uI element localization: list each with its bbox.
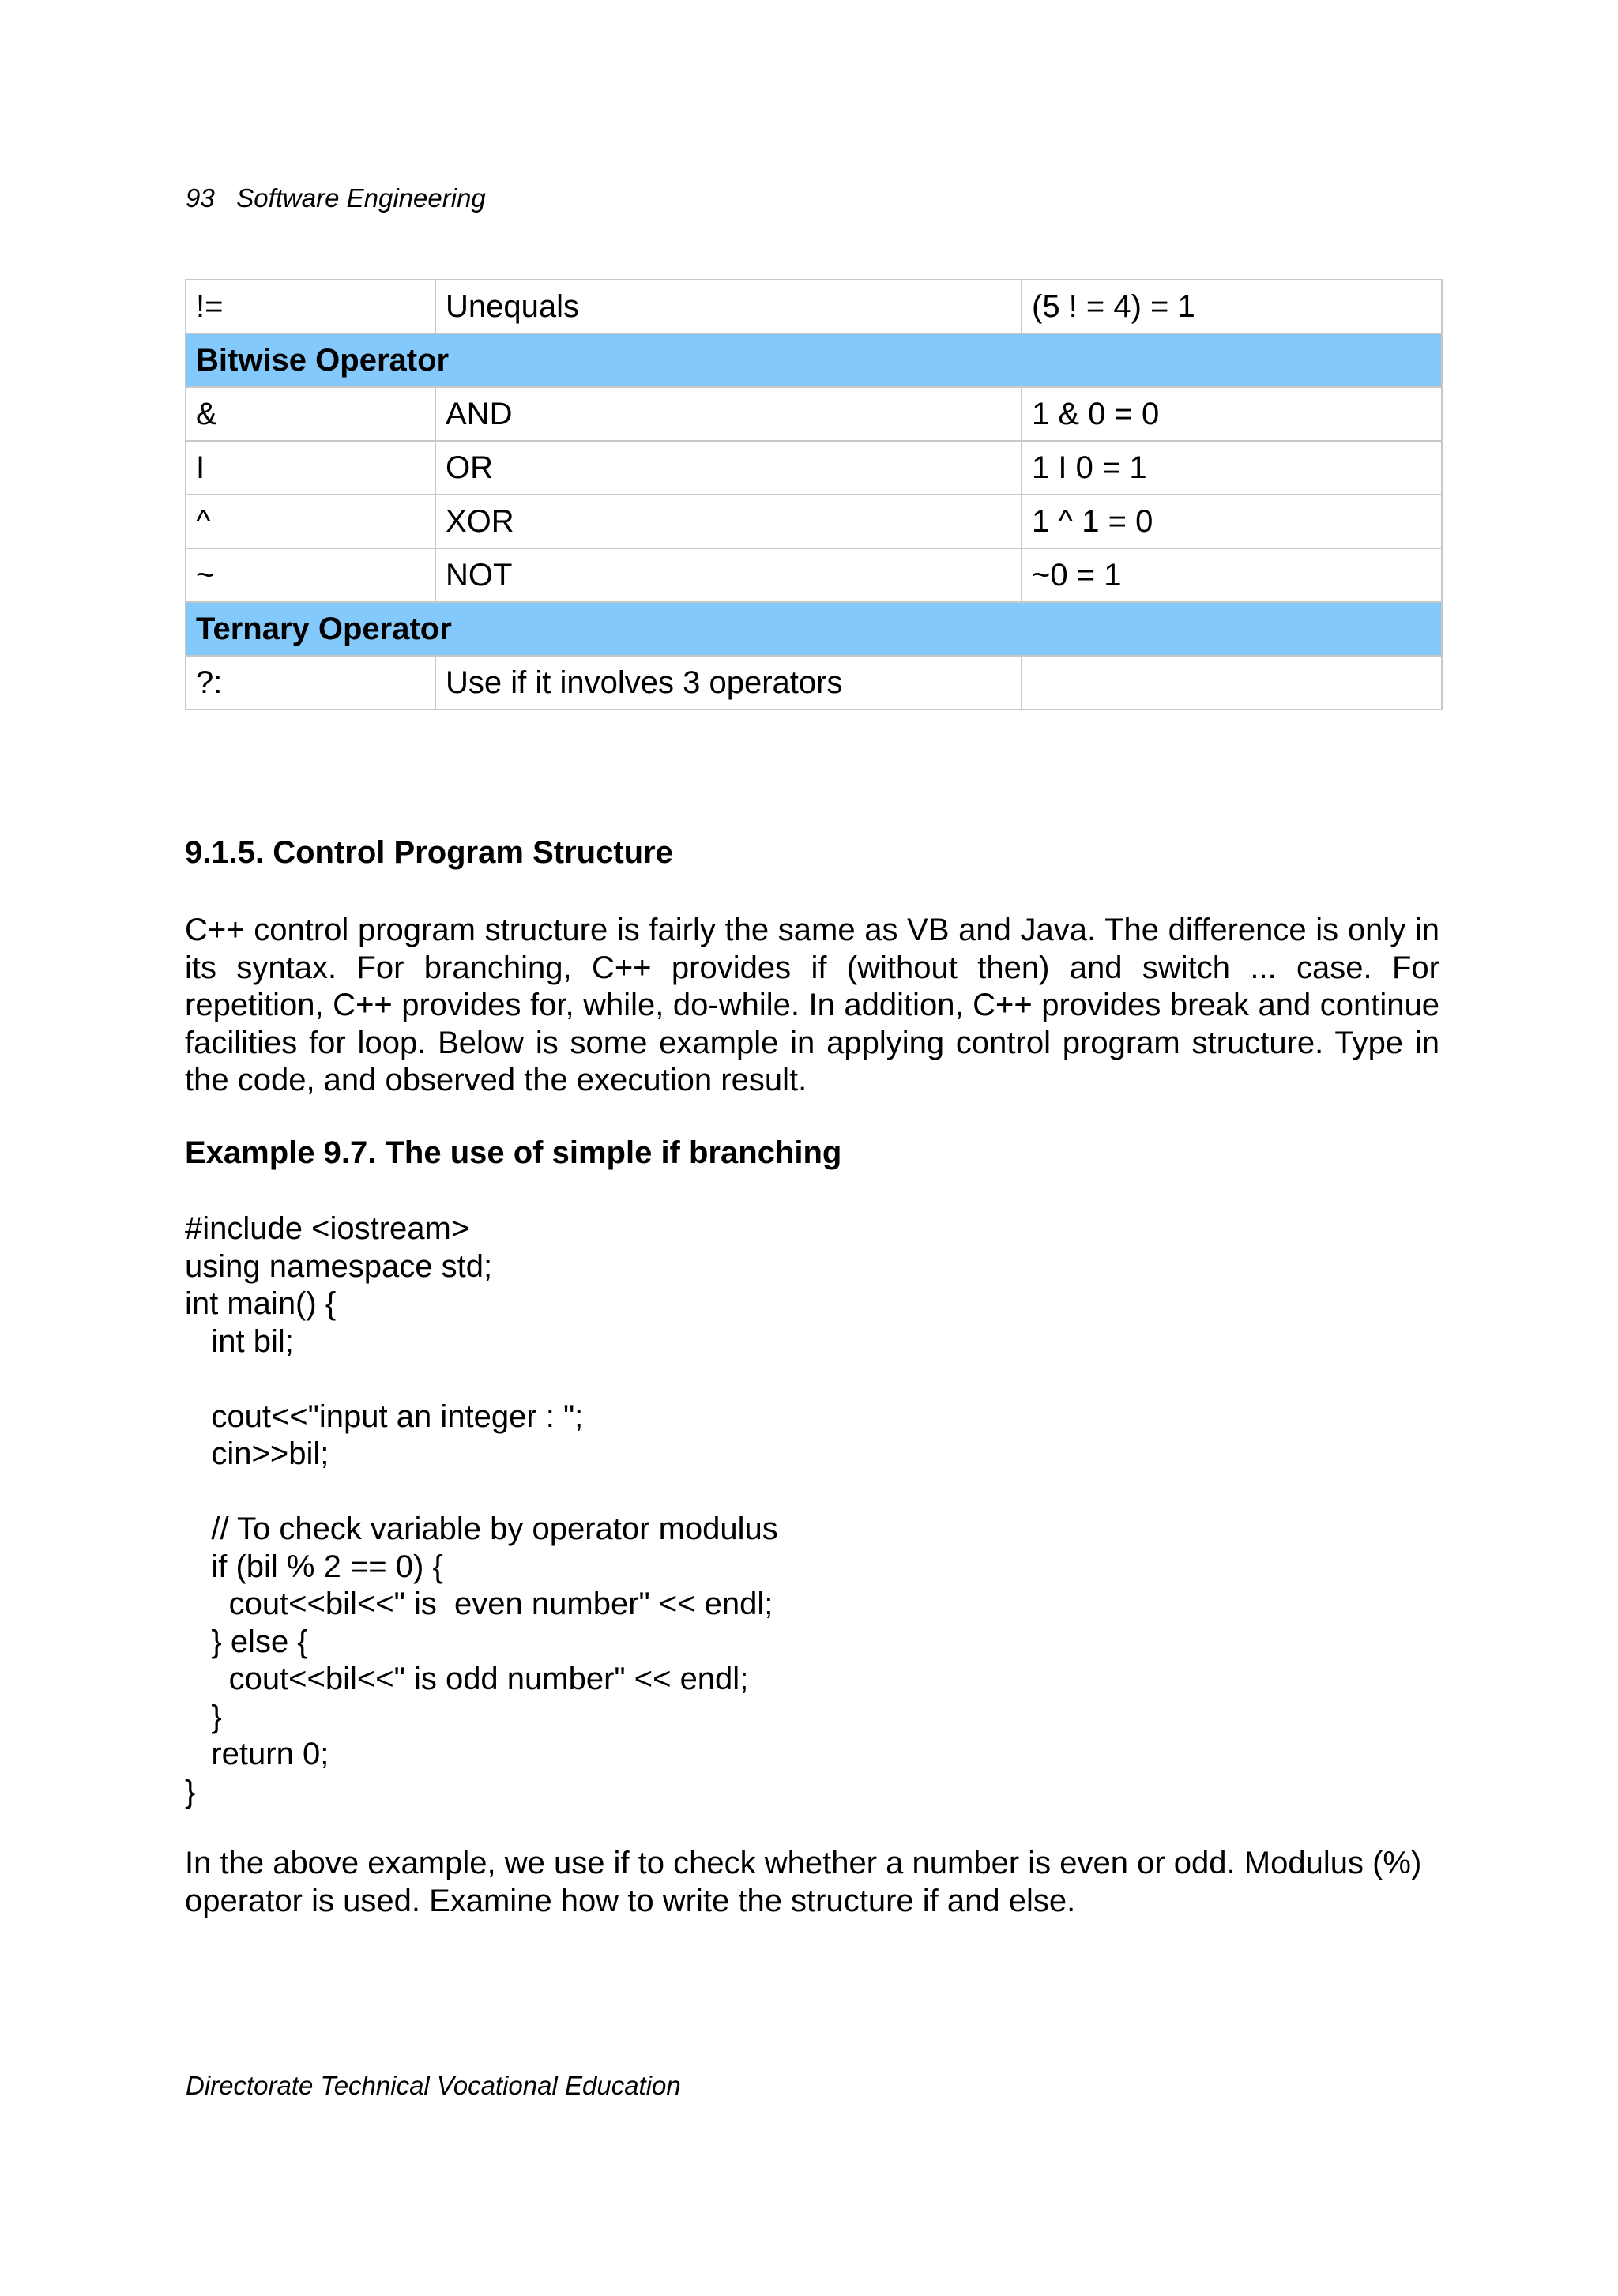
operator-example-cell: 1 & 0 = 0: [1022, 387, 1442, 441]
operator-example-cell: [1022, 656, 1442, 710]
code-line: [185, 1361, 778, 1398]
code-line: } else {: [185, 1624, 308, 1659]
code-line: [185, 1474, 778, 1511]
table-row: [186, 387, 1442, 441]
operator-name-cell: XOR: [435, 495, 1022, 548]
code-line: }: [185, 1774, 196, 1809]
operator-table: [185, 279, 1443, 710]
operator-name-cell: AND: [435, 387, 1022, 441]
operator-name-cell: Unequals: [435, 280, 1022, 333]
table-row: [186, 280, 1442, 333]
table-section-label: Bitwise Operator: [186, 333, 1442, 387]
table-section-row: [186, 602, 1442, 656]
code-line: int bil;: [185, 1323, 294, 1359]
operator-example-cell: 1 ^ 1 = 0: [1022, 495, 1442, 548]
table-row: [186, 495, 1442, 548]
table-row: [186, 656, 1442, 710]
code-line: cout<<bil<<" is odd number" << endl;: [185, 1662, 749, 1696]
code-line: cout<<"input an integer : ";: [185, 1398, 584, 1434]
section-heading: 9.1.5. Control Program Structure: [185, 835, 673, 870]
operator-example-cell: (5 ! = 4) = 1: [1022, 280, 1442, 333]
code-line: if (bil % 2 == 0) {: [185, 1549, 443, 1584]
table-section-label: Ternary Operator: [186, 602, 1442, 656]
operator-symbol-cell: &: [186, 387, 435, 441]
example-explanation: In the above example, we use if to check whether a number is even or odd. Modulus (%) operator is used. Examine how to write the structure if and else.: [185, 1846, 1422, 1918]
page-footer: Directorate Technical Vocational Education: [186, 2071, 681, 2100]
code-line: #include <iostream>: [185, 1211, 470, 1246]
example-heading: Example 9.7. The use of simple if branching: [185, 1135, 842, 1170]
operator-name-cell: NOT: [435, 548, 1022, 602]
code-listing: [185, 1210, 778, 1811]
book-title: Software Engineering: [236, 183, 486, 213]
table-section-row: [186, 333, 1442, 387]
section-paragraph: C++ control program structure is fairly the same as VB and Java. The difference is only in its syntax. For branching, C++ provides if (without then) and switch ... case. For repetition, C++ provides for, while, do-while. In addition, C++ provides break and continue facilities for loop. Below is some example in applying control program structure. Type in the code, and observed the execution result.: [185, 913, 1439, 1097]
operator-symbol-cell: ~: [186, 548, 435, 602]
page-number: 93: [186, 183, 215, 213]
operator-example-cell: 1 I 0 = 1: [1022, 441, 1442, 495]
operator-symbol-cell: ^: [186, 495, 435, 548]
code-line: int main() {: [185, 1286, 337, 1321]
table-row: [186, 548, 1442, 602]
code-line: cin>>bil;: [185, 1436, 329, 1471]
operator-symbol-cell: I: [186, 441, 435, 495]
operator-symbol-cell: !=: [186, 280, 435, 333]
page-header: [186, 183, 486, 213]
operator-table-body: [186, 280, 1442, 710]
code-line: }: [185, 1699, 222, 1734]
operator-example-cell: ~0 = 1: [1022, 548, 1442, 602]
table-row: [186, 441, 1442, 495]
code-line: return 0;: [185, 1737, 329, 1771]
code-line: using namespace std;: [185, 1248, 493, 1284]
code-line: cout<<bil<<" is even number" << endl;: [185, 1586, 773, 1621]
code-line: // To check variable by operator modulus: [185, 1511, 778, 1546]
operator-symbol-cell: ?:: [186, 656, 435, 710]
operator-name-cell: OR: [435, 441, 1022, 495]
operator-name-cell: Use if it involves 3 operators: [435, 656, 1022, 710]
